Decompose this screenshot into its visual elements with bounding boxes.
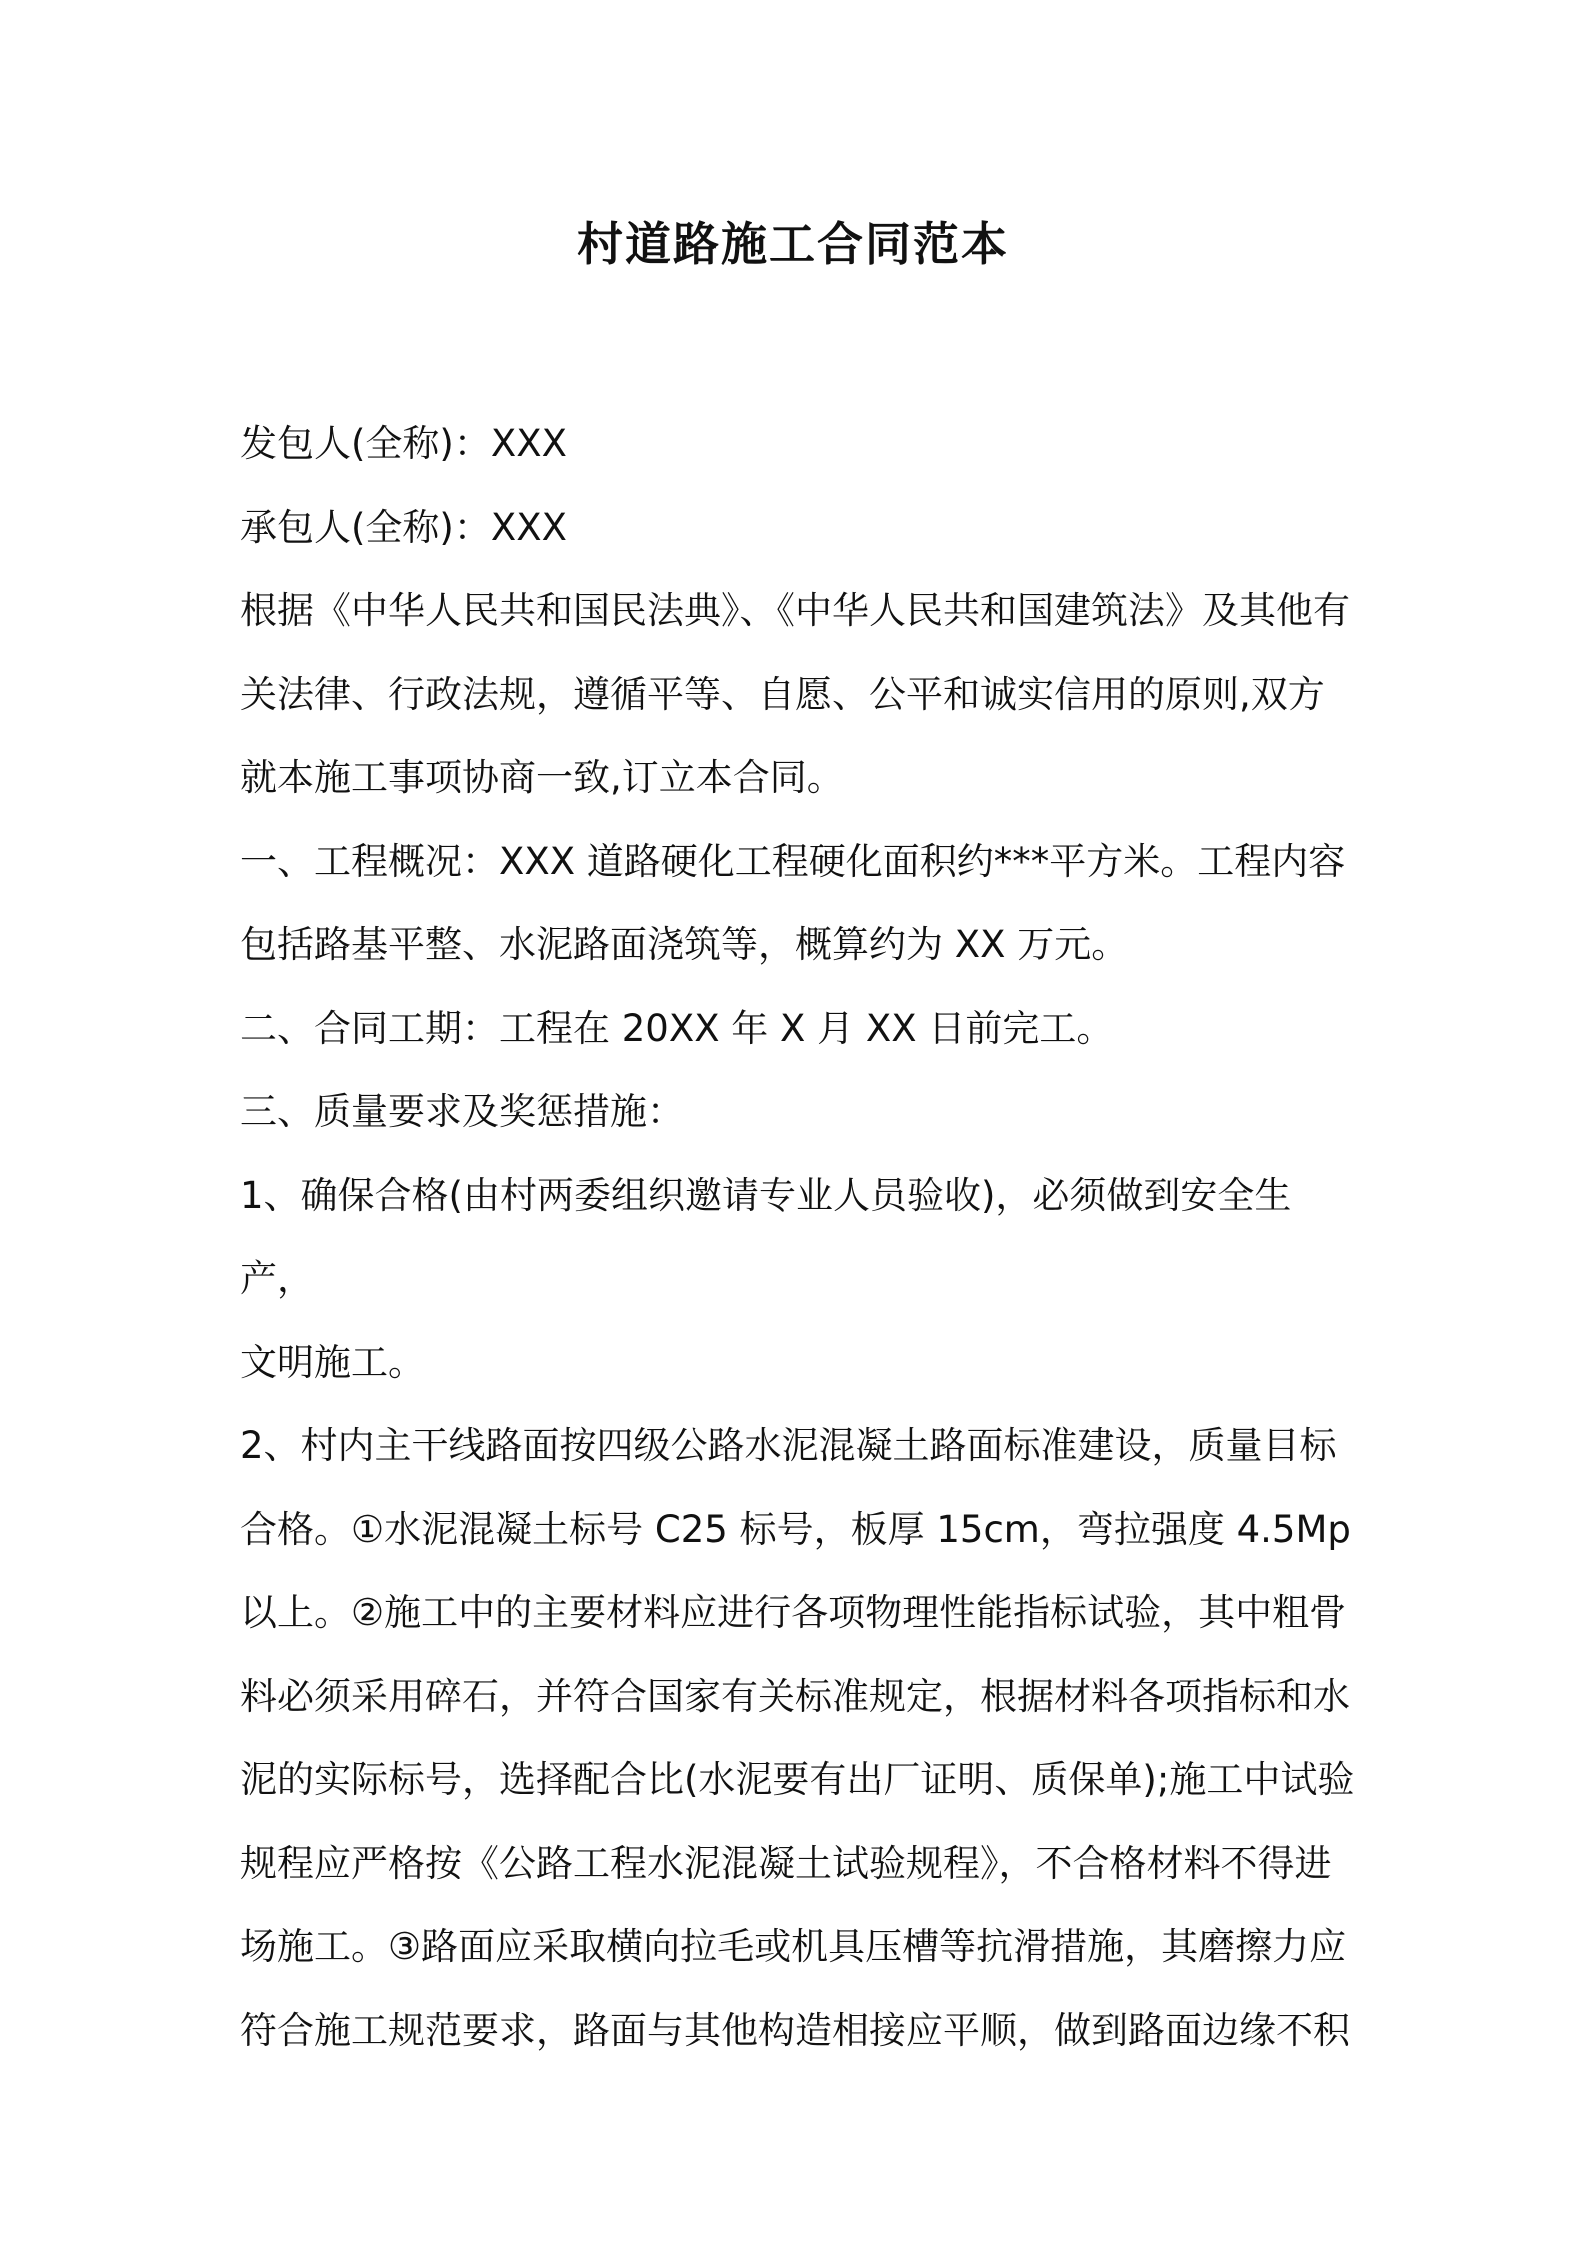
text-line: 2、村内主干线路面按四级公路水泥混凝土路面标准建设，质量目标 [240,1424,1337,1467]
document-title: 村道路施工合同范本 [577,217,1009,271]
text-line: 就本施工事项协商一致,订立本合同。 [240,756,844,799]
text-line: 关法律、行政法规，遵循平等、自愿、公平和诚实信用的原则,双方 [240,672,1325,716]
text-line: 承包人(全称)：XXX [240,505,567,549]
text-line: 规程应严格按《公路工程水泥混凝土试验规程》，不合格材料不得进 [240,1841,1332,1885]
text-line: 1、确保合格(由村两委组织邀请专业人员验收)，必须做到安全生产， [240,1173,1292,1300]
text-line: 发包人(全称)：XXX [240,422,567,465]
text-line: 合格。①水泥混凝土标号 C25 标号，板厚 15cm，弯拉强度 4.5Mp [240,1507,1351,1551]
text-line: 三、质量要求及奖惩措施： [240,1090,684,1133]
text-line: 泥的实际标号，选择配合比(水泥要有出厂证明、质保单);施工中试验 [240,1758,1355,1801]
text-line: 符合施工规范要求，路面与其他构造相接应平顺，做到路面边缘不积 [240,2008,1350,2052]
text-line: 一、工程概况：XXX 道路硬化工程硬化面积约***平方米。工程内容 [240,839,1346,883]
text-line: 料必须采用碎石，并符合国家有关标准规定，根据材料各项指标和水 [240,1674,1350,1718]
text-line: 二、合同工期：工程在 20XX 年 X 月 XX 日前完工。 [240,1006,1114,1050]
text-line: 以上。②施工中的主要材料应进行各项物理性能指标试验，其中粗骨 [240,1591,1347,1634]
text-line: 根据《中华人民共和国民法典》、《中华人民共和国建筑法》及其他有 [240,589,1350,632]
text-line: 文明施工。 [240,1340,425,1384]
text-line: 场施工。③路面应采取横向拉毛或机具压槽等抗滑措施，其磨擦力应 [240,1925,1347,1968]
document-body [240,402,1360,2072]
text-line: 包括路基平整、水泥路面浇筑等，概算约为 XX 万元。 [240,923,1129,966]
